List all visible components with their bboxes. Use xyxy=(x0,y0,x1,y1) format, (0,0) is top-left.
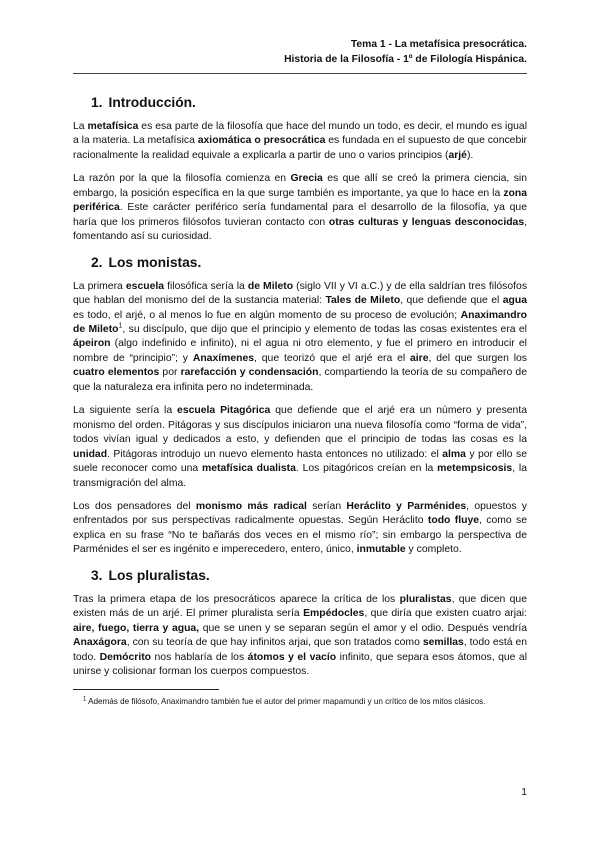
text-run: es fundada en el supuesto de que concebir racionalmente la realidad equivale a explicarla a partir de uno o varios principios ( xyxy=(73,135,528,161)
bold-term: de Mileto xyxy=(247,280,294,292)
text-run: . Los pitagóricos creían en la xyxy=(295,463,438,475)
text-run: que defiende que el arjé era un número y presenta monismo del orden. Pitágoras y sus discípulos iniciaron una nueva filosofía como “forma de vida”, todos vivían igual y dedicados a esto, y defienden que el principio de todas las cosas es la xyxy=(73,405,527,446)
document-body xyxy=(73,94,527,708)
text-run: . Este carácter periférico sería fundamental para el desarrollo de la filosofía, ya que haría que los primeros filósofos tuvieran contacto con xyxy=(73,202,527,228)
footnote-marker: 1 xyxy=(83,695,87,702)
header-rule xyxy=(73,73,527,74)
bold-term: Empédocles xyxy=(303,608,365,620)
bold-term: agua xyxy=(502,295,527,307)
text-run: , con su teoría de que hay infinitos arjai, que son tratados como xyxy=(126,637,423,649)
body-paragraph xyxy=(73,280,527,396)
body-paragraph xyxy=(73,500,527,558)
bold-term: Tales de Mileto xyxy=(325,295,401,307)
text-run: (algo indefinido e infinito), ni el agua ni otro elemento, y fue el primero en introducir el nombre de “principio”; y xyxy=(73,338,527,364)
text-run: (siglo VII y VI a.C.) y de ella saldrían tres filósofos que hablan del monismo del de la sustancia material: xyxy=(73,280,528,307)
bold-term: escuela Pitagórica xyxy=(177,405,271,417)
section-number: 3. xyxy=(91,567,103,583)
section-title: Los pluralistas. xyxy=(108,567,210,583)
footnote-separator xyxy=(73,689,219,690)
section-title: Introducción. xyxy=(108,95,196,110)
bold-term: inmutable xyxy=(356,544,406,556)
section-title: Los monistas. xyxy=(108,254,202,270)
bold-term: todo fluye xyxy=(427,515,480,527)
bold-term: arjé xyxy=(448,149,467,161)
bold-term: axiomática o presocrática xyxy=(197,135,326,147)
text-run: que se unen y se separan según el amor y el odio. Después vendría xyxy=(199,622,527,634)
text-run: , que diría que existen cuatro arjai: xyxy=(364,608,527,620)
bold-term: monismo más radical xyxy=(195,500,307,512)
body-paragraph xyxy=(73,120,527,163)
text-run: , compartiendo la teoría de su compañero de que la naturaleza era infinita pero no indeterminada. xyxy=(73,367,527,393)
body-paragraph xyxy=(73,172,527,244)
bold-term: Grecia xyxy=(290,173,323,185)
running-header xyxy=(284,37,527,67)
text-run: , todo está en todo. xyxy=(73,637,528,663)
text-run: Los dos pensadores del xyxy=(73,500,196,512)
header-course: Historia de la Filosofía - 1º de Filología Hispánica. xyxy=(284,54,527,65)
bold-term: metafísica xyxy=(87,121,139,132)
bold-term: otras culturas y lenguas desconocidas xyxy=(328,216,525,228)
text-run: nos hablaría de los xyxy=(151,651,248,663)
text-run: y completo. xyxy=(405,544,462,556)
text-run: , opuestos y enfrentados por sus perspectivas radicalmente opuestas. Según Heráclito xyxy=(73,500,527,527)
bold-term: pluralistas xyxy=(399,593,452,605)
bold-term: zona periférica xyxy=(73,187,527,214)
bold-term: Heráclito y Parménides xyxy=(346,500,467,512)
section-number: 1. xyxy=(91,95,103,110)
text-run: , que teorizó que el arjé era el xyxy=(254,352,410,364)
text-run: infinito, que separa esos átomos, que al unirse y colisionar forman los cuerpos compuestos. xyxy=(73,651,528,678)
section-heading xyxy=(91,254,527,271)
text-run: La razón por la que la filosofía comienza en xyxy=(73,173,291,185)
bold-term: rarefacción y condensación xyxy=(180,367,319,379)
text-run: La siguiente sería la xyxy=(73,405,178,417)
body-paragraph xyxy=(73,593,527,680)
bold-term: Anaxágora xyxy=(73,637,127,649)
text-run: es todo, el arjé, o al menos lo fue en algún momento de su proceso de evolución; xyxy=(73,309,461,321)
bold-term: metafísica dualista xyxy=(202,463,296,475)
bold-term: unidad xyxy=(73,448,108,460)
bold-term: alma xyxy=(442,448,466,460)
bold-term: aire, fuego, tierra y agua, xyxy=(73,622,200,634)
text-run: Tras la primera etapa de los presocráticos aparece la crítica de los xyxy=(73,593,400,605)
footnote xyxy=(83,696,527,708)
text-run: , la transmigración del alma. xyxy=(73,463,527,489)
text-run: por xyxy=(159,367,181,379)
text-run: La primera xyxy=(73,280,126,292)
footnote-reference: 1 xyxy=(118,322,123,330)
section-number: 2. xyxy=(91,254,103,270)
text-run: , como se explica en su frase “No te bañarás dos veces en el mismo río”; sin embargo la perspectiva de Parménides el ser es ingénito e imperecedero, entero, único, xyxy=(73,515,528,556)
text-run: serían xyxy=(306,500,347,512)
body-paragraph xyxy=(73,404,527,491)
text-run: , que dicen que existen más de un arjé. El primer pluralista sería xyxy=(73,593,527,620)
section-heading xyxy=(91,94,527,111)
bold-term: Anaximandro de Mileto xyxy=(73,309,527,335)
text-run: , que defiende que el xyxy=(400,295,503,307)
text-run: filosófica sería la xyxy=(164,280,248,292)
bold-term: metempsicosis xyxy=(437,463,513,475)
section-heading xyxy=(91,567,527,584)
text-run: La xyxy=(73,121,88,132)
bold-term: cuatro elementos xyxy=(73,367,160,379)
text-run: , fomentando así su curiosidad. xyxy=(73,216,527,243)
text-run: y por ello se suele reconocer como una xyxy=(73,448,527,475)
bold-term: Demócrito xyxy=(99,651,152,663)
text-run: es esa parte de la filosofía que hace del mundo un todo, es decir, el mundo es igual a la materia. La metafísica xyxy=(73,121,528,147)
text-run: , su discípulo, que dijo que el principio y elemento de todas las cosas existentes era el xyxy=(122,323,527,335)
header-topic: Tema 1 - La metafísica presocrática. xyxy=(350,39,527,50)
text-run: . Pitágoras introdujo un nuevo elemento hasta entonces no utilizado: el xyxy=(107,448,443,460)
text-run: , del que surgen los xyxy=(428,352,527,364)
page-number: 1 xyxy=(521,787,527,798)
footnote-text: Además de filósofo, Anaximandro también fue el autor del primer mapamundi y un crítico de los mitos clásicos. xyxy=(86,696,486,706)
bold-term: escuela xyxy=(125,280,165,292)
bold-term: ápeiron xyxy=(73,338,111,350)
text-run: es que allí se creó la primera ciencia, sin embargo, la posición específica en la que surge también es importante, ya que lo hace en la xyxy=(73,173,527,199)
bold-term: aire xyxy=(410,352,429,364)
text-run: ). xyxy=(466,149,474,161)
bold-term: semillas xyxy=(422,637,464,649)
bold-term: átomos y el vacío xyxy=(247,651,337,663)
bold-term: Anaxímenes xyxy=(192,352,255,364)
